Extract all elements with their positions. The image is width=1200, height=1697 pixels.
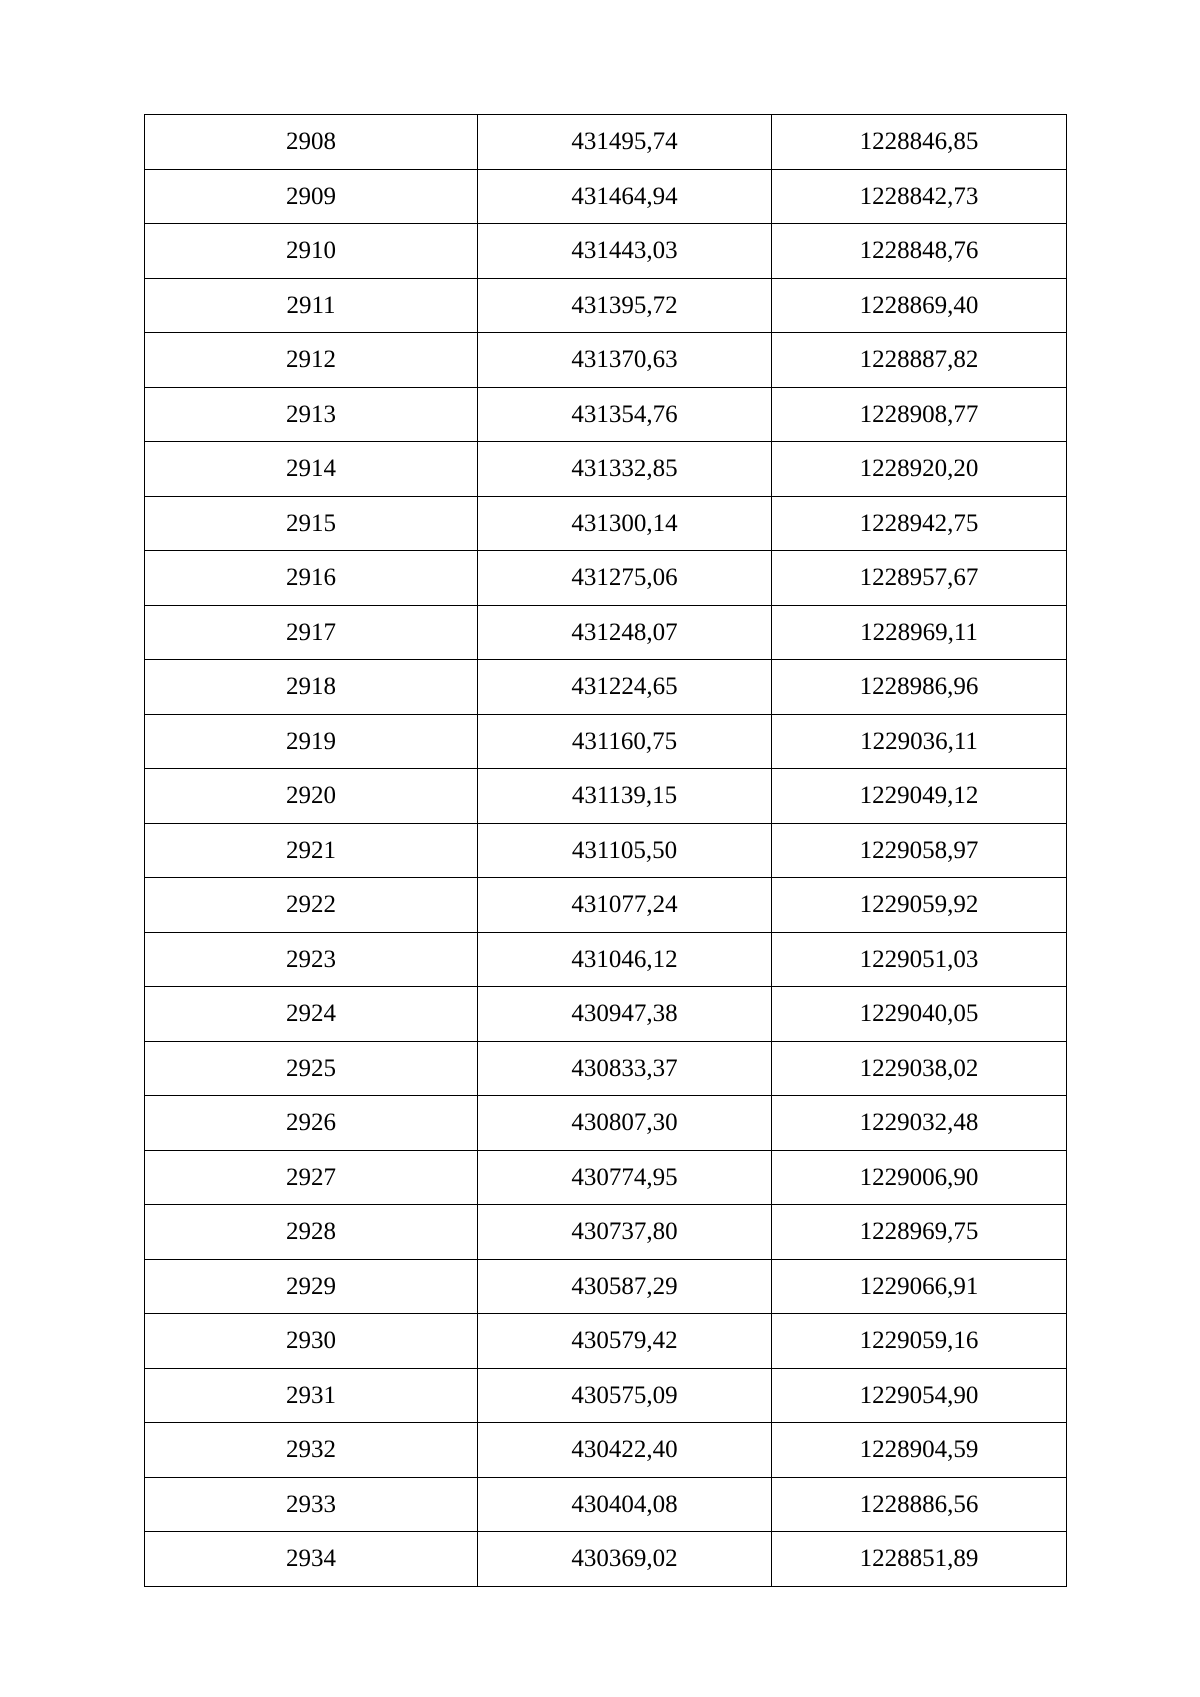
point-number-cell: 2933 — [145, 1477, 478, 1532]
y-coordinate-cell: 1229006,90 — [772, 1150, 1067, 1205]
table-row — [145, 1477, 1067, 1532]
point-number-cell: 2930 — [145, 1314, 478, 1369]
y-coordinate-cell: 1228920,20 — [772, 442, 1067, 497]
table-row — [145, 987, 1067, 1042]
x-coordinate-cell: 431495,74 — [478, 115, 772, 170]
table-row — [145, 1150, 1067, 1205]
table-row — [145, 769, 1067, 824]
y-coordinate-cell: 1228886,56 — [772, 1477, 1067, 1532]
x-coordinate-cell: 431275,06 — [478, 551, 772, 606]
y-coordinate-cell: 1229058,97 — [772, 823, 1067, 878]
y-coordinate-cell: 1229049,12 — [772, 769, 1067, 824]
y-coordinate-cell: 1229054,90 — [772, 1368, 1067, 1423]
point-number-cell: 2917 — [145, 605, 478, 660]
table-row — [145, 1205, 1067, 1260]
point-number-cell: 2927 — [145, 1150, 478, 1205]
point-number-cell: 2924 — [145, 987, 478, 1042]
table-row — [145, 932, 1067, 987]
point-number-cell: 2909 — [145, 169, 478, 224]
table-row — [145, 387, 1067, 442]
table-row — [145, 1368, 1067, 1423]
table-row — [145, 278, 1067, 333]
table-row — [145, 115, 1067, 170]
x-coordinate-cell: 431139,15 — [478, 769, 772, 824]
y-coordinate-cell: 1228904,59 — [772, 1423, 1067, 1478]
y-coordinate-cell: 1228887,82 — [772, 333, 1067, 388]
x-coordinate-cell: 431105,50 — [478, 823, 772, 878]
point-number-cell: 2915 — [145, 496, 478, 551]
x-coordinate-cell: 431077,24 — [478, 878, 772, 933]
y-coordinate-cell: 1228848,76 — [772, 224, 1067, 279]
table-row — [145, 496, 1067, 551]
x-coordinate-cell: 430774,95 — [478, 1150, 772, 1205]
x-coordinate-cell: 431370,63 — [478, 333, 772, 388]
y-coordinate-cell: 1228969,11 — [772, 605, 1067, 660]
x-coordinate-cell: 431464,94 — [478, 169, 772, 224]
table-row — [145, 605, 1067, 660]
x-coordinate-cell: 431443,03 — [478, 224, 772, 279]
table-row — [145, 333, 1067, 388]
y-coordinate-cell: 1228957,67 — [772, 551, 1067, 606]
x-coordinate-cell: 431160,75 — [478, 714, 772, 769]
x-coordinate-cell: 430404,08 — [478, 1477, 772, 1532]
x-coordinate-cell: 430579,42 — [478, 1314, 772, 1369]
point-number-cell: 2928 — [145, 1205, 478, 1260]
table-row — [145, 1259, 1067, 1314]
point-number-cell: 2918 — [145, 660, 478, 715]
y-coordinate-cell: 1229040,05 — [772, 987, 1067, 1042]
x-coordinate-cell: 430737,80 — [478, 1205, 772, 1260]
y-coordinate-cell: 1228908,77 — [772, 387, 1067, 442]
y-coordinate-cell: 1228846,85 — [772, 115, 1067, 170]
point-number-cell: 2910 — [145, 224, 478, 279]
point-number-cell: 2919 — [145, 714, 478, 769]
point-number-cell: 2931 — [145, 1368, 478, 1423]
x-coordinate-cell: 431300,14 — [478, 496, 772, 551]
y-coordinate-cell: 1229051,03 — [772, 932, 1067, 987]
point-number-cell: 2923 — [145, 932, 478, 987]
table-row — [145, 878, 1067, 933]
table-row — [145, 1314, 1067, 1369]
coordinates-table — [144, 114, 1067, 1587]
y-coordinate-cell: 1228969,75 — [772, 1205, 1067, 1260]
table-row — [145, 660, 1067, 715]
point-number-cell: 2934 — [145, 1532, 478, 1587]
table-row — [145, 714, 1067, 769]
table-row — [145, 1423, 1067, 1478]
x-coordinate-cell: 430575,09 — [478, 1368, 772, 1423]
point-number-cell: 2925 — [145, 1041, 478, 1096]
x-coordinate-cell: 431354,76 — [478, 387, 772, 442]
x-coordinate-cell: 431395,72 — [478, 278, 772, 333]
point-number-cell: 2929 — [145, 1259, 478, 1314]
point-number-cell: 2921 — [145, 823, 478, 878]
point-number-cell: 2932 — [145, 1423, 478, 1478]
table-row — [145, 823, 1067, 878]
table-row — [145, 224, 1067, 279]
point-number-cell: 2920 — [145, 769, 478, 824]
y-coordinate-cell: 1228842,73 — [772, 169, 1067, 224]
y-coordinate-cell: 1229032,48 — [772, 1096, 1067, 1151]
y-coordinate-cell: 1229059,92 — [772, 878, 1067, 933]
y-coordinate-cell: 1229038,02 — [772, 1041, 1067, 1096]
x-coordinate-cell: 430807,30 — [478, 1096, 772, 1151]
x-coordinate-cell: 430587,29 — [478, 1259, 772, 1314]
table-row — [145, 1041, 1067, 1096]
point-number-cell: 2926 — [145, 1096, 478, 1151]
point-number-cell: 2912 — [145, 333, 478, 388]
point-number-cell: 2911 — [145, 278, 478, 333]
y-coordinate-cell: 1228869,40 — [772, 278, 1067, 333]
point-number-cell: 2908 — [145, 115, 478, 170]
y-coordinate-cell: 1228851,89 — [772, 1532, 1067, 1587]
x-coordinate-cell: 430833,37 — [478, 1041, 772, 1096]
point-number-cell: 2916 — [145, 551, 478, 606]
y-coordinate-cell: 1228942,75 — [772, 496, 1067, 551]
x-coordinate-cell: 431046,12 — [478, 932, 772, 987]
point-number-cell: 2922 — [145, 878, 478, 933]
x-coordinate-cell: 431332,85 — [478, 442, 772, 497]
x-coordinate-cell: 431224,65 — [478, 660, 772, 715]
y-coordinate-cell: 1229059,16 — [772, 1314, 1067, 1369]
point-number-cell: 2913 — [145, 387, 478, 442]
table-row — [145, 1532, 1067, 1587]
point-number-cell: 2914 — [145, 442, 478, 497]
table-row — [145, 1096, 1067, 1151]
y-coordinate-cell: 1228986,96 — [772, 660, 1067, 715]
table-row — [145, 551, 1067, 606]
x-coordinate-cell: 431248,07 — [478, 605, 772, 660]
table-row — [145, 442, 1067, 497]
coordinates-table-body — [145, 115, 1067, 1587]
x-coordinate-cell: 430422,40 — [478, 1423, 772, 1478]
x-coordinate-cell: 430369,02 — [478, 1532, 772, 1587]
x-coordinate-cell: 430947,38 — [478, 987, 772, 1042]
y-coordinate-cell: 1229036,11 — [772, 714, 1067, 769]
table-row — [145, 169, 1067, 224]
y-coordinate-cell: 1229066,91 — [772, 1259, 1067, 1314]
